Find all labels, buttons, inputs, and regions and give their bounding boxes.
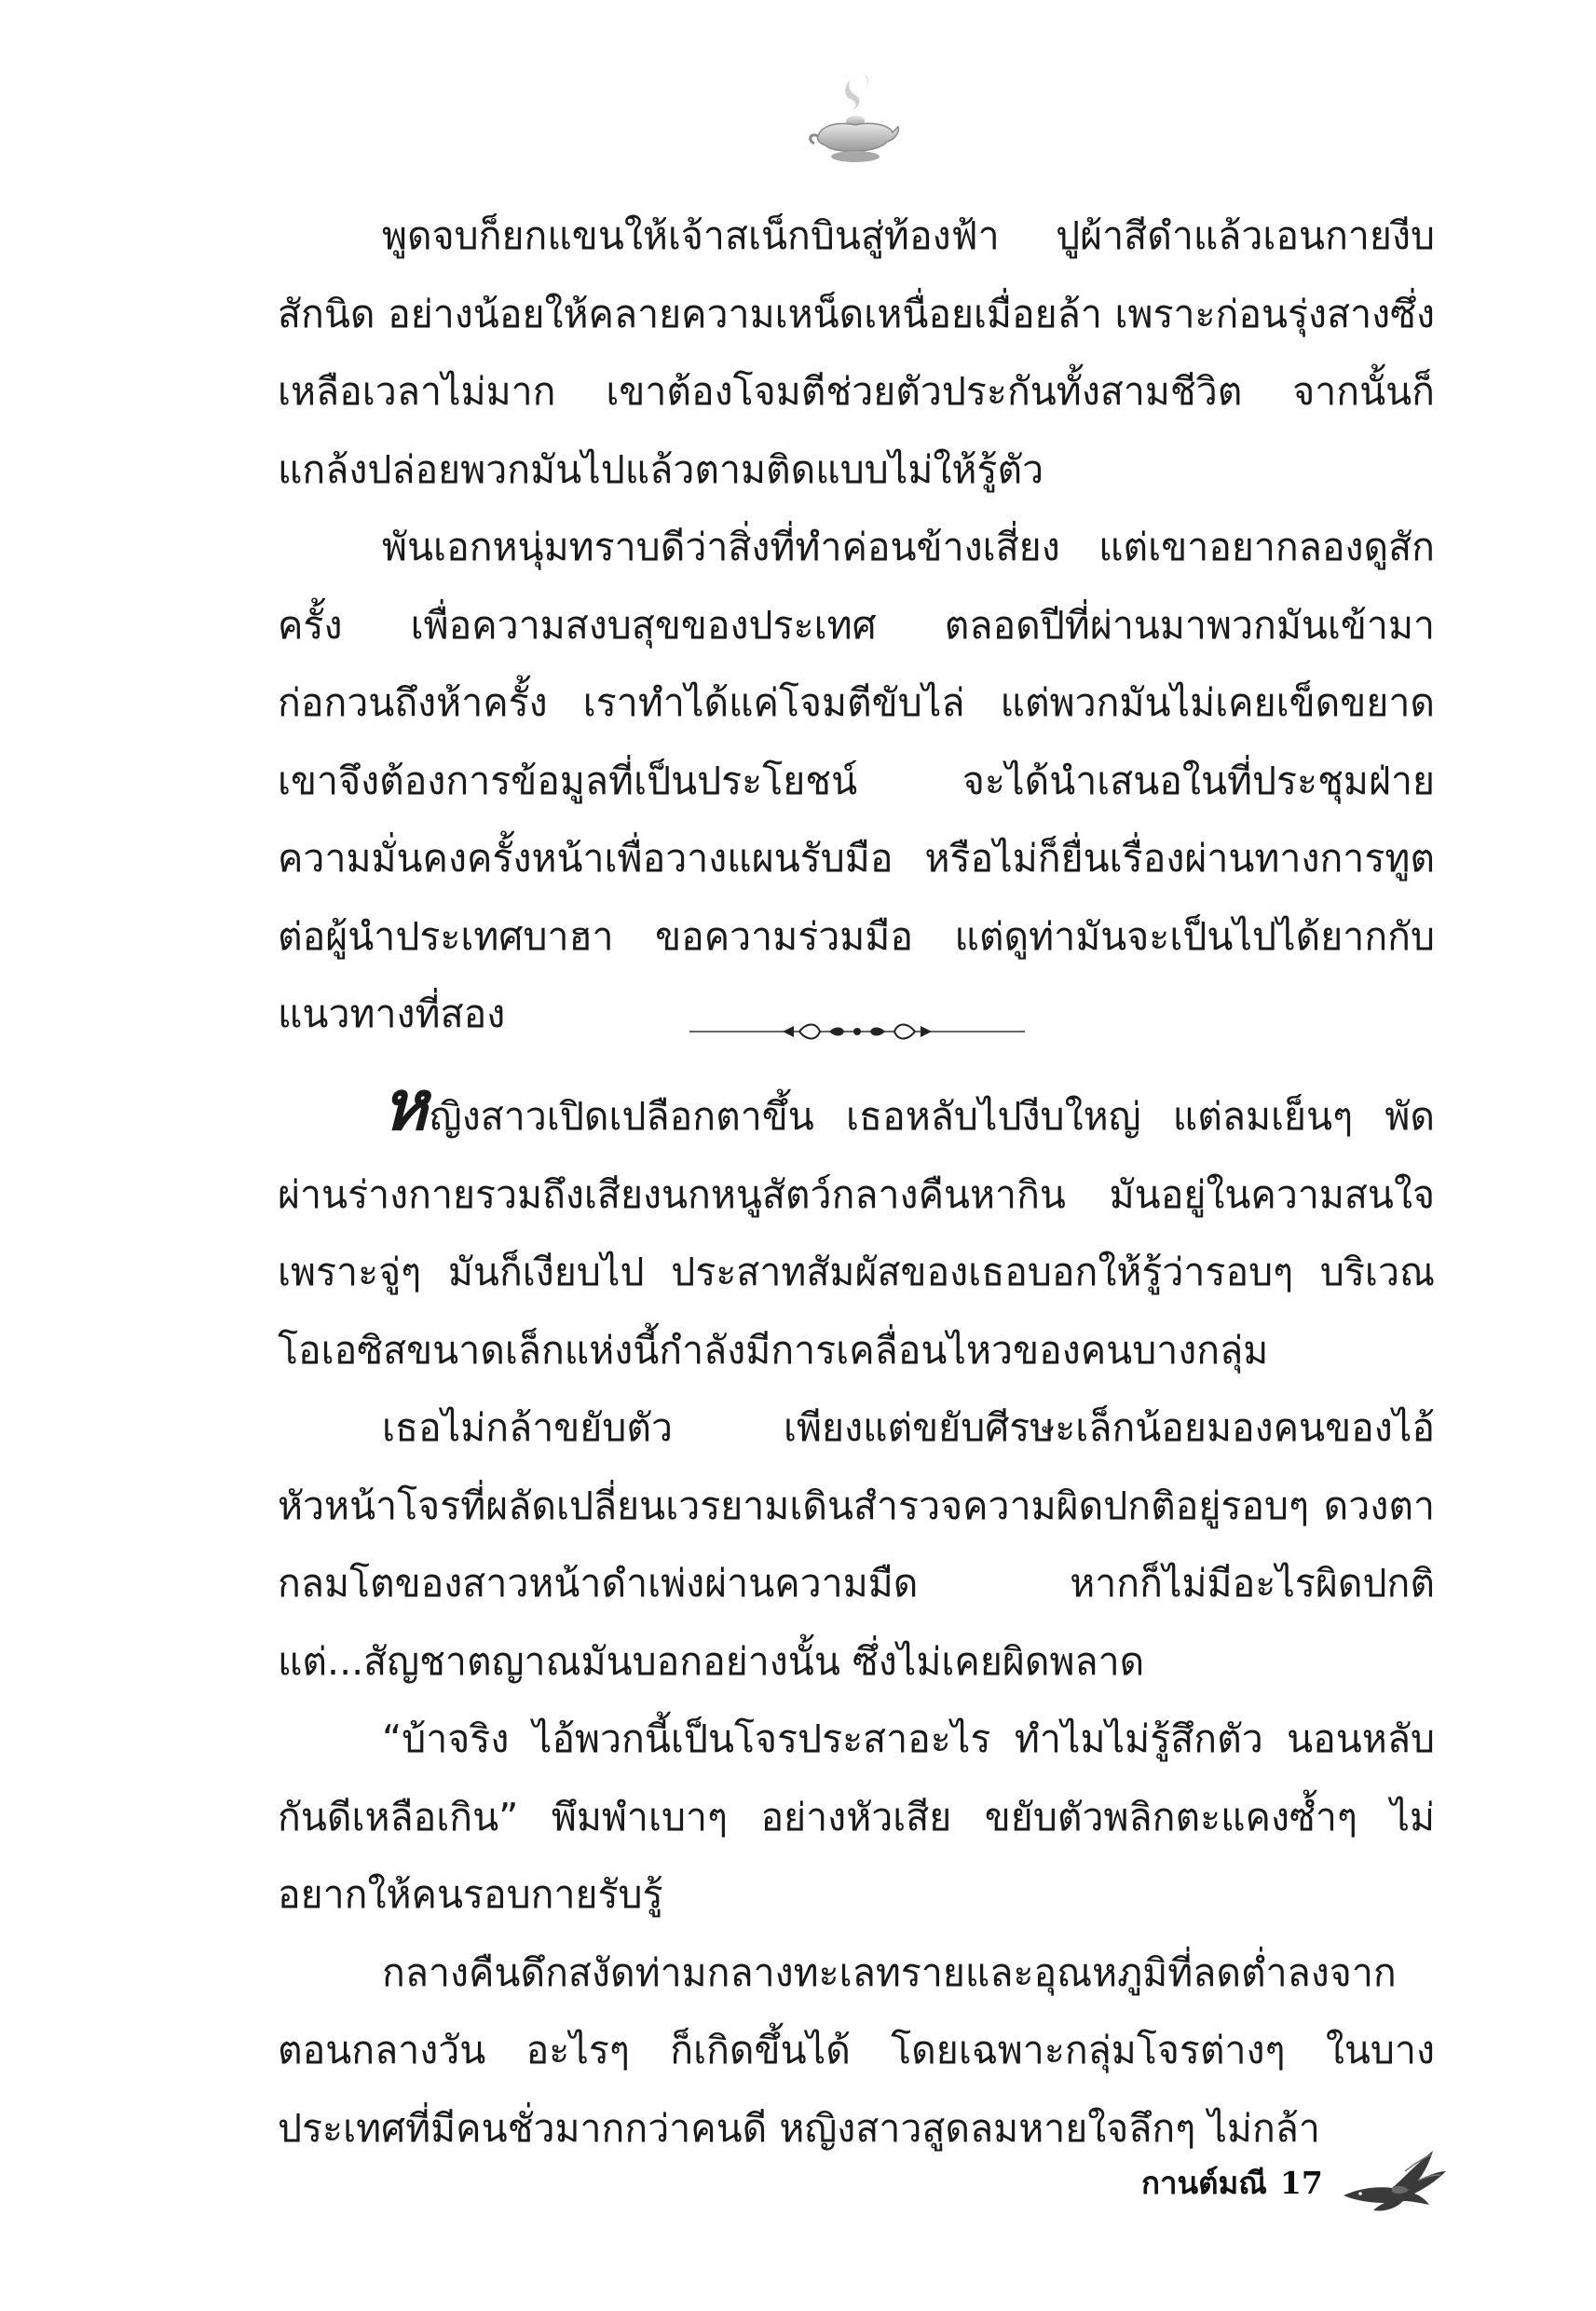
- paragraph: พูดจบก็ยกแขนให้เจ้าสเน็กบินสู่ท้องฟ้า ปูผ้าสีดำแล้วเอนกายงีบสักนิด อย่างน้อยให้คลายความเหน็ดเหนื่อยเมื่อยล้า เพราะก่อนรุ่งสางซึ่งเหลือเวลาไม่มาก เขาต้องโจมตีช่วยตัวประกันทั้งสามชีวิต จากนั้นก็แกล้งปล่อยพวกมันไปแล้วตามติดแบบไม่ให้รู้ตัว: [278, 213, 1435, 492]
- page-footer: [1141, 2143, 1450, 2222]
- paragraph: เธอไม่กล้าขยับตัว เพียงแต่ขยับศีรษะเล็กน้อยมองคนของไอ้หัวหน้าโจรที่ผลัดเปลี่ยนเวรยามเดินสำรวจความผิดปกติอยู่รอบๆ ดวงตากลมโตของสาวหน้าดำเพ่งผ่านความมืด หากก็ไม่มีอะไรผิดปกติ แต่...สัญชาตญาณมันบอกอย่างนั้น ซึ่งไม่เคยผิดพลาด: [278, 1405, 1435, 1684]
- eagle-icon: [1340, 2143, 1450, 2222]
- ornamental-divider-icon: [689, 1011, 1025, 1052]
- section-2: [278, 1066, 1435, 2167]
- paragraph: “บ้าจริง ไอ้พวกนี้เป็นโจรประสาอะไร ทำไมไม่รู้สึกตัว นอนหลับกันดีเหลือเกิน” พึมพำเบาๆ อย่างหัวเสีย ขยับตัวพลิกตะแคงซ้ำๆ ไม่อยากให้คนรอบกายรับรู้: [278, 1716, 1435, 1917]
- magic-lamp-icon: [801, 67, 904, 170]
- drop-cap: ห: [382, 1066, 428, 1146]
- paragraph: พันเอกหนุ่มทราบดีว่าสิ่งที่ทำค่อนข้างเสี่ยง แต่เขาอยากลองดูสักครั้ง เพื่อความสงบสุขของประเทศ ตลอดปีที่ผ่านมาพวกมันเข้ามาก่อกวนถึงห้าครั้ง เราทำได้แค่โจมตีขับไล่ แต่พวกมันไม่เคยเข็ดขยาด เขาจึงต้องการข้อมูลที่เป็นประโยชน์ จะได้นำเสนอในที่ประชุมฝ่ายความมั่นคงครั้งหน้าเพื่อวางแผนรับมือ หรือไม่ก็ยื่นเรื่องผ่านทางการทูตต่อผู้นำประเทศบาฮา ขอความร่วมมือ แต่ดูท่ามันจะเป็นไปได้ยากกับแนวทางที่สอง: [278, 525, 1435, 1036]
- paragraph: กลางคืนดึกสงัดท่ามกลางทะเลทรายและอุณหภูมิที่ลดต่ำลงจากตอนกลางวัน อะไรๆ ก็เกิดขึ้นได้ โดยเฉพาะกลุ่มโจรต่างๆ ในบางประเทศที่มีคนชั่วมากกว่าคนดี หญิงสาวสูดลมหายใจลึกๆ ไม่กล้า: [278, 1949, 1435, 2151]
- paragraph: [278, 1066, 1435, 1389]
- paragraph-text: ญิงสาวเปิดเปลือกตาขึ้น เธอหลับไปงีบใหญ่ แต่ลมเย็นๆ พัดผ่านร่างกายรวมถึงเสียงนกหนูสัตว์กลางคืนหากิน มันอยู่ในความสนใจ เพราะจู่ๆ มันก็เงียบไป ประสาทสัมผัสของเธอบอกให้รู้ว่ารอบๆ บริเวณโอเอซิสขนาดเล็กแห่งนี้กำลังมีการเคลื่อนไหวของคนบางกลุ่ม: [278, 1094, 1435, 1373]
- page-number: 17: [1279, 2164, 1323, 2201]
- section-1: [278, 198, 1435, 1054]
- book-title: กานต์มณี: [1141, 2164, 1267, 2201]
